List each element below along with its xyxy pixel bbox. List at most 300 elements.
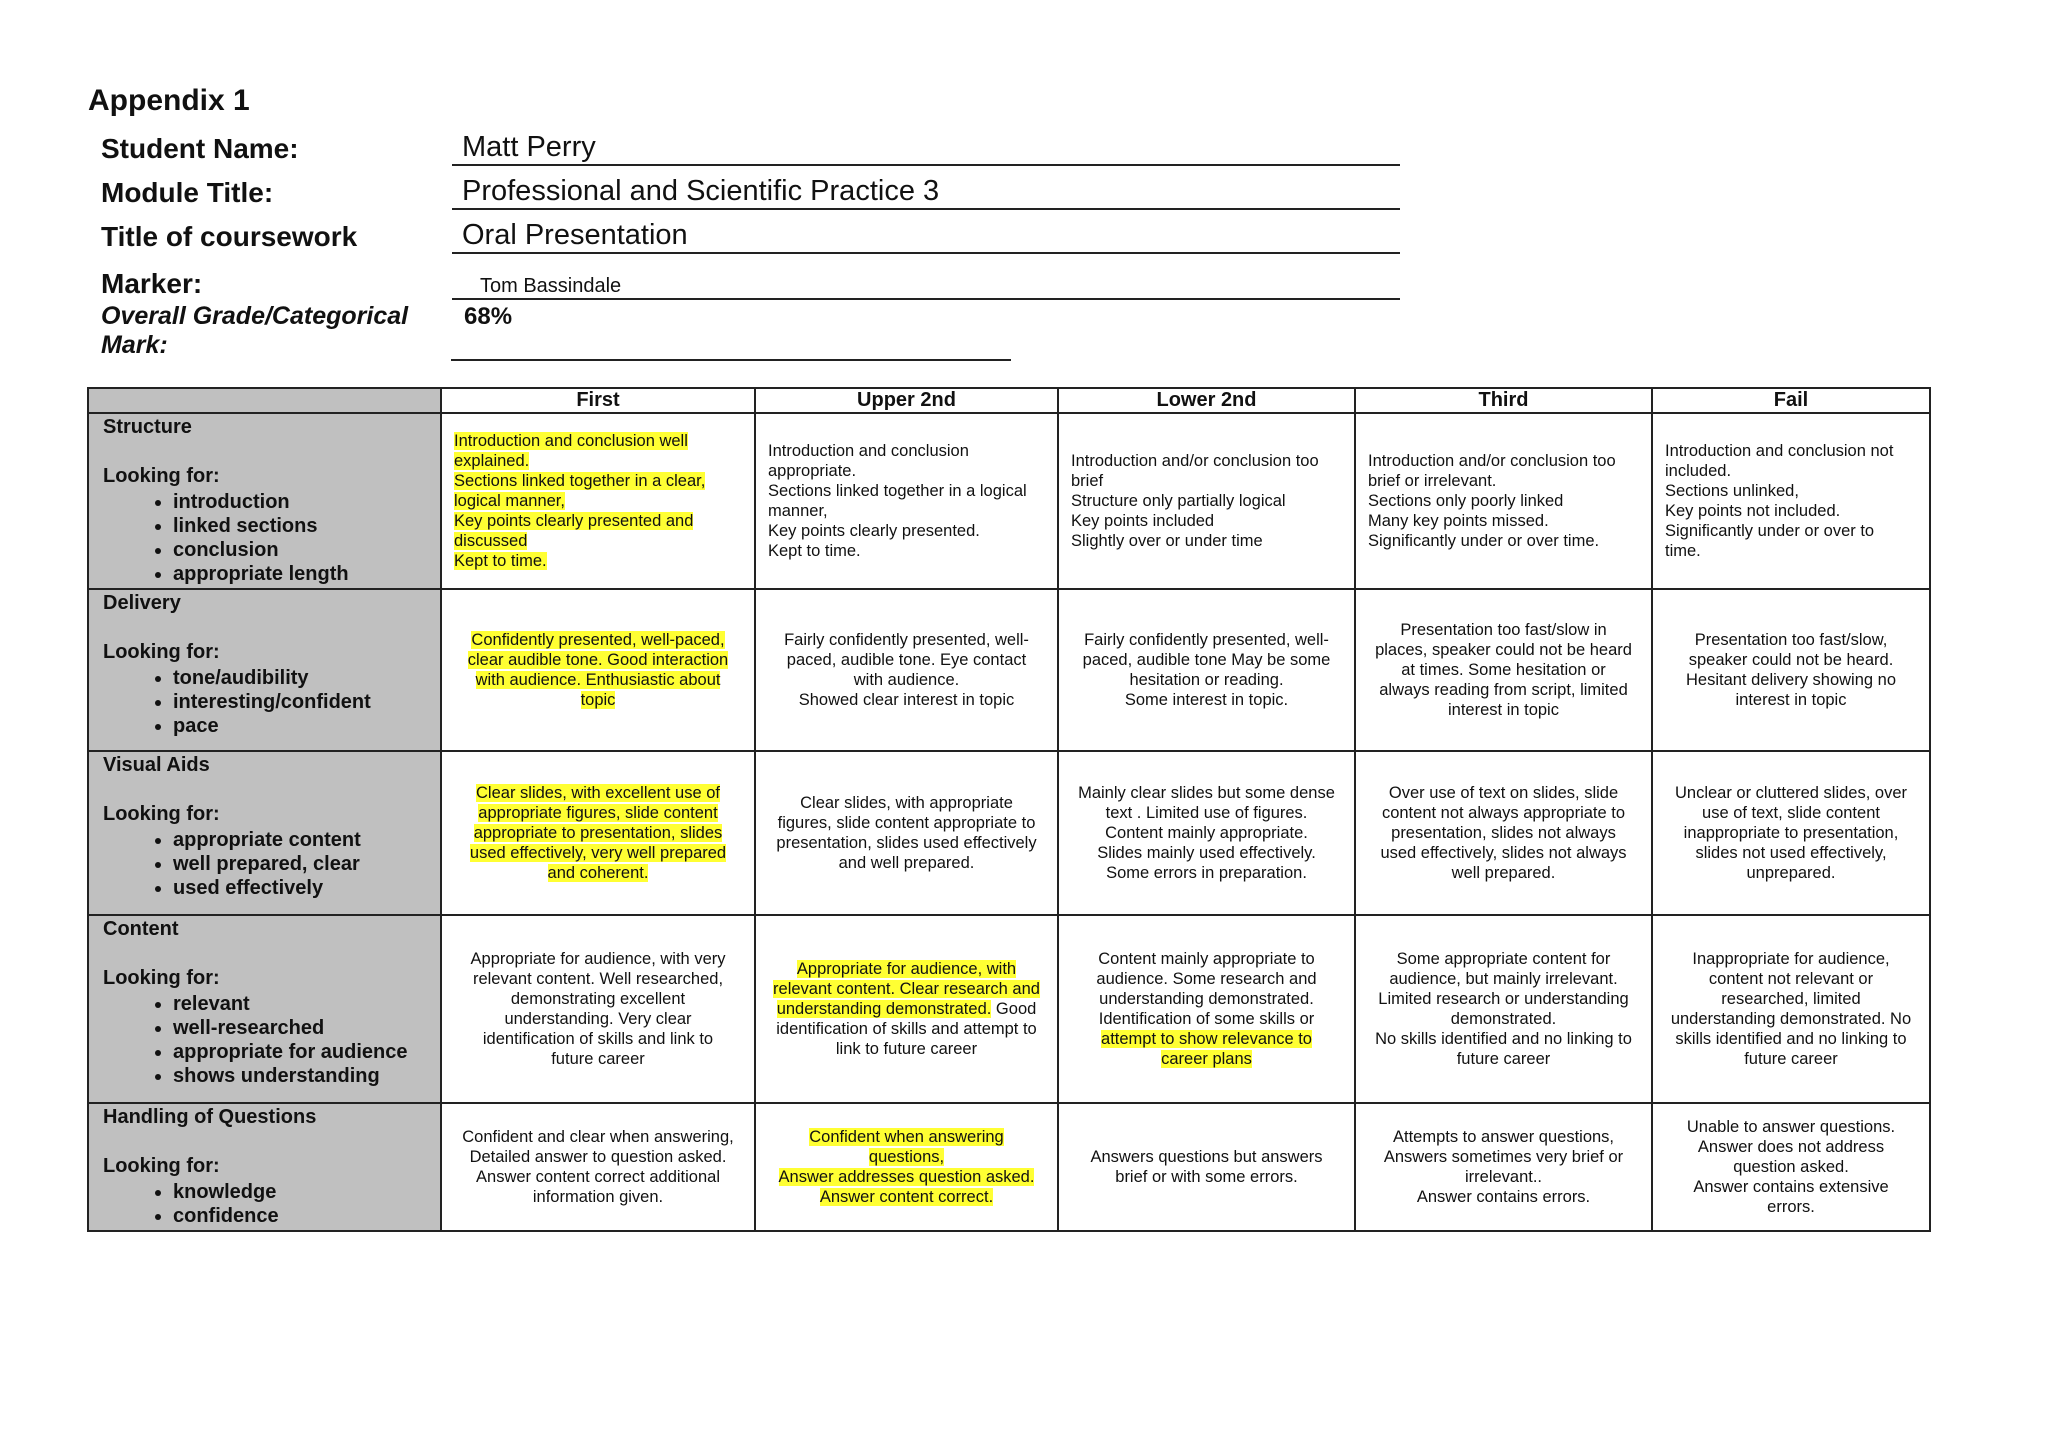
- descriptor-text: Some interest in topic.: [1124, 691, 1289, 709]
- criteria-item: • relevant: [173, 992, 434, 1016]
- highlighted-text: relevant content. Clear research and: [773, 980, 1040, 998]
- descriptor-line: [454, 1009, 742, 1029]
- rubric-row-content: [88, 915, 1930, 1103]
- descriptor-line: [454, 1029, 742, 1049]
- descriptor-line: [1071, 803, 1342, 823]
- descriptor-text: speaker could not be heard.: [1688, 651, 1894, 669]
- grade-descriptor-lower-2nd: [1058, 751, 1355, 915]
- descriptor-text: Slides mainly used effectively.: [1097, 844, 1316, 862]
- descriptor-text: time.: [1665, 542, 1701, 560]
- looking-for-label: Looking for:: [103, 465, 220, 487]
- descriptor-text: No skills identified and no linking to: [1375, 1030, 1632, 1048]
- marking-rubric-table: [87, 387, 1931, 1232]
- highlighted-text: attempt to show relevance to: [1101, 1030, 1312, 1048]
- descriptor-text: Fairly confidently presented, well-: [1084, 631, 1329, 649]
- rubric-row-structure: [88, 413, 1930, 589]
- highlighted-text: used effectively, very well prepared: [469, 844, 727, 862]
- descriptor-text: Appropriate for audience, with very: [470, 950, 726, 968]
- highlighted-text: Kept to time.: [454, 552, 547, 570]
- descriptor-line: [454, 531, 742, 551]
- descriptor-line: [768, 521, 1045, 541]
- descriptor-text: Content mainly appropriate to: [1098, 950, 1315, 968]
- descriptor-text: included.: [1665, 462, 1732, 480]
- criteria-item: • appropriate length: [173, 562, 434, 586]
- descriptor-text: understanding demonstrated. No: [1670, 1010, 1912, 1028]
- grade-descriptor-fail: [1652, 589, 1930, 751]
- descriptor-line: [1071, 843, 1342, 863]
- criteria-item: • conclusion: [173, 538, 434, 562]
- descriptor-line: [768, 441, 1045, 461]
- grade-descriptor-third: [1355, 413, 1652, 589]
- criteria-list: [103, 666, 434, 738]
- criteria-item: • well-researched: [173, 1016, 434, 1040]
- descriptor-text: presentation, slides used effectively: [776, 834, 1037, 852]
- descriptor-text: appropriate.: [768, 462, 857, 480]
- criterion-cell: [88, 1103, 441, 1231]
- descriptor-text: Mainly clear slides but some dense: [1078, 784, 1335, 802]
- descriptor-text: content not relevant or: [1708, 970, 1874, 988]
- descriptor-text: Answer does not address: [1697, 1138, 1885, 1156]
- descriptor-text: Clear slides, with appropriate: [800, 794, 1013, 812]
- descriptor-line: [454, 551, 742, 571]
- descriptor-line: [454, 823, 742, 843]
- descriptor-line: [454, 1147, 742, 1167]
- descriptor-line: [1368, 700, 1639, 720]
- descriptor-line: [454, 690, 742, 710]
- descriptor-line: [1665, 843, 1917, 863]
- descriptor-text: Detailed answer to question asked.: [469, 1148, 727, 1166]
- descriptor-text: relevant content. Well researched,: [472, 970, 724, 988]
- descriptor-line: [1071, 989, 1342, 1009]
- descriptor-line: [1368, 451, 1639, 471]
- descriptor-text: Limited research or understanding: [1378, 990, 1629, 1008]
- descriptor-line: [1368, 803, 1639, 823]
- descriptor-line: [1368, 1167, 1639, 1187]
- descriptor-line: [768, 461, 1045, 481]
- highlighted-text: Sections linked together in a clear,: [454, 472, 706, 490]
- grade-descriptor-lower-2nd: [1058, 915, 1355, 1103]
- descriptor-line: [1071, 969, 1342, 989]
- descriptor-line: [768, 650, 1045, 670]
- descriptor-line: [454, 989, 742, 1009]
- descriptor-line: [1071, 630, 1342, 650]
- descriptor-line: [1665, 969, 1917, 989]
- descriptor-line: [768, 1127, 1045, 1147]
- descriptor-text: question asked.: [1733, 1158, 1849, 1176]
- descriptor-line: [1368, 640, 1639, 660]
- rubric-header-row: [88, 388, 1930, 413]
- descriptor-text: Key points clearly presented.: [768, 522, 980, 540]
- criteria-item: • appropriate for audience: [173, 1040, 434, 1064]
- grade-descriptor-upper-2nd: [755, 915, 1058, 1103]
- descriptor-text: Introduction and/or conclusion too: [1368, 452, 1616, 470]
- descriptor-text: paced, audible tone May be some: [1082, 651, 1331, 669]
- grade-value: 68%: [464, 303, 513, 330]
- descriptor-line: [1368, 1049, 1639, 1069]
- highlighted-text: with audience. Enthusiastic about: [475, 671, 721, 689]
- grade-descriptor-upper-2nd: [755, 1103, 1058, 1231]
- descriptor-line: [1665, 690, 1917, 710]
- descriptor-line: [1071, 511, 1342, 531]
- descriptor-text: places, speaker could not be heard: [1375, 641, 1632, 659]
- descriptor-text: unprepared.: [1746, 864, 1836, 882]
- descriptor-text: Presentation too fast/slow in: [1400, 621, 1607, 639]
- descriptor-line: [454, 783, 742, 803]
- descriptor-text: Many key points missed.: [1368, 512, 1549, 530]
- highlighted-text: Confident when answering: [809, 1128, 1004, 1146]
- criteria-item: • introduction: [173, 490, 434, 514]
- descriptor-line: [768, 833, 1045, 853]
- descriptor-line: [768, 979, 1045, 999]
- descriptor-line: [454, 1167, 742, 1187]
- descriptor-line: [1665, 1049, 1917, 1069]
- rubric-header-blank: [88, 388, 441, 413]
- criteria-item: • tone/audibility: [173, 666, 434, 690]
- criterion-cell: [88, 413, 441, 589]
- descriptor-line: [454, 1127, 742, 1147]
- descriptor-text: Answer contains errors.: [1416, 1188, 1591, 1206]
- marker-value: Tom Bassindale: [452, 275, 1400, 300]
- descriptor-line: [454, 451, 742, 471]
- descriptor-text: Answers questions but answers: [1090, 1148, 1323, 1166]
- descriptor-text: future career: [1744, 1050, 1838, 1068]
- descriptor-text: identification of skills and link to: [482, 1030, 714, 1048]
- descriptor-text: Some appropriate content for: [1396, 950, 1611, 968]
- descriptor-line: [1665, 863, 1917, 883]
- grade-descriptor-upper-2nd: [755, 751, 1058, 915]
- descriptor-line: [1665, 1197, 1917, 1217]
- descriptor-text: and well prepared.: [838, 854, 975, 872]
- criterion-cell: [88, 589, 441, 751]
- descriptor-text: future career: [1456, 1050, 1551, 1068]
- coursework-title-value: Oral Presentation: [452, 219, 1400, 254]
- descriptor-text: Presentation too fast/slow,: [1694, 631, 1888, 649]
- descriptor-line: [768, 813, 1045, 833]
- descriptor-text: Introduction and conclusion: [768, 442, 969, 460]
- descriptor-line: [1665, 670, 1917, 690]
- descriptor-line: [1071, 670, 1342, 690]
- descriptor-line: [768, 541, 1045, 561]
- descriptor-line: [454, 803, 742, 823]
- descriptor-line: [1071, 451, 1342, 471]
- descriptor-text: manner,: [768, 502, 828, 520]
- student-name-value: Matt Perry: [452, 131, 1400, 166]
- descriptor-text: skills identified and no linking to: [1675, 1030, 1907, 1048]
- descriptor-line: [1665, 1029, 1917, 1049]
- descriptor-text: researched, limited: [1721, 990, 1861, 1008]
- grade-descriptor-first: [441, 1103, 755, 1231]
- descriptor-line: [1368, 1187, 1639, 1207]
- descriptor-text: demonstrating excellent: [510, 990, 686, 1008]
- descriptor-line: [1665, 1157, 1917, 1177]
- descriptor-line: [1071, 531, 1342, 551]
- module-title-value: Professional and Scientific Practice 3: [452, 175, 1400, 210]
- descriptor-text: with audience.: [853, 671, 960, 689]
- descriptor-text: information given.: [532, 1188, 664, 1206]
- descriptor-text: Introduction and conclusion not: [1665, 442, 1894, 460]
- looking-for-label: Looking for:: [103, 641, 220, 663]
- criteria-item: • interesting/confident: [173, 690, 434, 714]
- descriptor-text: Unable to answer questions.: [1686, 1118, 1896, 1136]
- descriptor-text: identification of skills and attempt to: [776, 1020, 1037, 1038]
- grade-descriptor-fail: [1652, 1103, 1930, 1231]
- grade-descriptor-first: [441, 751, 755, 915]
- descriptor-line: [454, 1049, 742, 1069]
- descriptor-line: [454, 630, 742, 650]
- descriptor-line: [1071, 949, 1342, 969]
- descriptor-text: Key points included: [1071, 512, 1215, 530]
- highlighted-text: appropriate figures, slide content: [478, 804, 718, 822]
- highlighted-text: Confidently presented, well-paced,: [471, 631, 725, 649]
- descriptor-line: [1368, 660, 1639, 680]
- descriptor-line: [1665, 650, 1917, 670]
- highlighted-text: discussed: [454, 532, 528, 550]
- descriptor-line: [1665, 441, 1917, 461]
- column-header-lower-2nd: Lower 2nd: [1058, 388, 1355, 413]
- descriptor-line: [1071, 1029, 1342, 1049]
- descriptor-line: [1665, 1137, 1917, 1157]
- grade-descriptor-lower-2nd: [1058, 589, 1355, 751]
- descriptor-line: [1368, 969, 1639, 989]
- criterion-title: Content: [103, 918, 179, 940]
- descriptor-line: [1071, 783, 1342, 803]
- module-title-label: Module Title:: [101, 177, 274, 208]
- descriptor-line: [1368, 680, 1639, 700]
- criterion-title: Delivery: [103, 592, 181, 614]
- descriptor-line: [454, 843, 742, 863]
- descriptor-line: [1665, 1009, 1917, 1029]
- descriptor-line: [454, 650, 742, 670]
- criterion-cell: [88, 915, 441, 1103]
- descriptor-text: used effectively, slides not always: [1380, 844, 1627, 862]
- grade-descriptor-upper-2nd: [755, 413, 1058, 589]
- descriptor-line: [454, 491, 742, 511]
- criterion-title: Visual Aids: [103, 754, 210, 776]
- criteria-item: • shows understanding: [173, 1064, 434, 1088]
- descriptor-line: [1368, 471, 1639, 491]
- criteria-list: [103, 828, 434, 900]
- descriptor-text: Content mainly appropriate.: [1105, 824, 1308, 842]
- descriptor-line: [1665, 949, 1917, 969]
- descriptor-text: slides not used effectively,: [1695, 844, 1887, 862]
- descriptor-line: [768, 690, 1045, 710]
- descriptor-text: brief or with some errors.: [1115, 1168, 1298, 1186]
- descriptor-line: [1368, 843, 1639, 863]
- descriptor-text: interest in topic: [1735, 691, 1847, 709]
- looking-for-label: Looking for:: [103, 803, 220, 825]
- grade-descriptor-fail: [1652, 751, 1930, 915]
- descriptor-line: [768, 793, 1045, 813]
- descriptor-line: [1368, 1127, 1639, 1147]
- descriptor-line: [1665, 1117, 1917, 1137]
- descriptor-text: link to future career: [835, 1040, 978, 1058]
- descriptor-line: [1071, 471, 1342, 491]
- grade-descriptor-third: [1355, 751, 1652, 915]
- highlighted-text: Key points clearly presented and: [454, 512, 694, 530]
- descriptor-line: [1071, 1167, 1342, 1187]
- descriptor-line: [768, 630, 1045, 650]
- descriptor-text: Slightly over or under time: [1071, 532, 1263, 550]
- column-header-upper-2nd: Upper 2nd: [755, 388, 1058, 413]
- descriptor-line: [1071, 1147, 1342, 1167]
- descriptor-line: [1665, 541, 1917, 561]
- column-header-first: First: [441, 388, 755, 413]
- descriptor-text: at times. Some hesitation or: [1401, 661, 1606, 679]
- descriptor-line: [1368, 1029, 1639, 1049]
- criteria-list: [103, 1180, 434, 1228]
- descriptor-text: presentation, slides not always: [1391, 824, 1616, 842]
- criterion-title: Handling of Questions: [103, 1106, 317, 1128]
- highlighted-text: Answer content correct.: [819, 1188, 994, 1206]
- descriptor-line: [1368, 620, 1639, 640]
- descriptor-text: errors.: [1767, 1198, 1815, 1216]
- descriptor-line: [768, 1167, 1045, 1187]
- descriptor-line: [1665, 481, 1917, 501]
- criteria-item: • well prepared, clear: [173, 852, 434, 876]
- highlighted-text: understanding demonstrated.: [776, 1000, 992, 1018]
- descriptor-text: Fairly confidently presented, well-: [784, 631, 1029, 649]
- descriptor-line: [454, 511, 742, 531]
- grade-descriptor-fail: [1652, 915, 1930, 1103]
- descriptor-text: interest in topic: [1448, 701, 1559, 719]
- descriptor-line: [768, 959, 1045, 979]
- coursework-title-label: Title of coursework: [101, 221, 358, 252]
- descriptor-line: [1368, 511, 1639, 531]
- descriptor-text: text . Limited use of figures.: [1105, 804, 1308, 822]
- descriptor-text: Significantly under or over time.: [1368, 532, 1600, 550]
- descriptor-line: [1665, 823, 1917, 843]
- descriptor-line: [454, 431, 742, 451]
- descriptor-text: Attempts to answer questions,: [1392, 1128, 1615, 1146]
- highlighted-text: clear audible tone. Good interaction: [467, 651, 729, 669]
- descriptor-text: Key points not included.: [1665, 502, 1841, 520]
- descriptor-text: Good: [991, 1000, 1037, 1018]
- descriptor-text: always reading from script, limited: [1379, 681, 1628, 699]
- descriptor-line: [454, 863, 742, 883]
- descriptor-text: figures, slide content appropriate to: [777, 814, 1036, 832]
- descriptor-line: [1071, 1049, 1342, 1069]
- criteria-item: • knowledge: [173, 1180, 434, 1204]
- descriptor-text: audience, but mainly irrelevant.: [1389, 970, 1618, 988]
- descriptor-line: [1368, 531, 1639, 551]
- descriptor-line: [1368, 783, 1639, 803]
- highlighted-text: Answer addresses question asked.: [778, 1168, 1035, 1186]
- descriptor-text: brief or irrelevant.: [1368, 472, 1497, 490]
- descriptor-line: [1368, 491, 1639, 511]
- descriptor-text: Kept to time.: [768, 542, 861, 560]
- descriptor-line: [1368, 1147, 1639, 1167]
- descriptor-text: brief: [1071, 472, 1104, 490]
- descriptor-line: [1071, 650, 1342, 670]
- descriptor-line: [1665, 989, 1917, 1009]
- criteria-list: [103, 992, 434, 1088]
- descriptor-text: Sections only poorly linked: [1368, 492, 1564, 510]
- criteria-item: • used effectively: [173, 876, 434, 900]
- grade-descriptor-third: [1355, 589, 1652, 751]
- criterion-title: Structure: [103, 416, 192, 438]
- criteria-list: [103, 490, 434, 586]
- descriptor-text: hesitation or reading.: [1129, 671, 1284, 689]
- student-name-label: Student Name:: [101, 133, 299, 164]
- descriptor-text: Significantly under or over to: [1665, 522, 1875, 540]
- descriptor-line: [1368, 823, 1639, 843]
- descriptor-line: [768, 1147, 1045, 1167]
- grade-descriptor-third: [1355, 1103, 1652, 1231]
- descriptor-line: [454, 670, 742, 690]
- grade-descriptor-upper-2nd: [755, 589, 1058, 751]
- descriptor-text: Some errors in preparation.: [1106, 864, 1307, 882]
- descriptor-line: [768, 1039, 1045, 1059]
- descriptor-text: demonstrated.: [1450, 1010, 1557, 1028]
- looking-for-label: Looking for:: [103, 967, 220, 989]
- rubric-row-delivery: [88, 589, 1930, 751]
- highlighted-text: and coherent.: [547, 864, 649, 882]
- criteria-item: • appropriate content: [173, 828, 434, 852]
- looking-for-label: Looking for:: [103, 1155, 220, 1177]
- descriptor-text: Sections linked together in a logical: [768, 482, 1027, 500]
- descriptor-line: [768, 501, 1045, 521]
- grade-descriptor-fail: [1652, 413, 1930, 589]
- descriptor-line: [454, 1187, 742, 1207]
- descriptor-text: audience. Some research and: [1096, 970, 1317, 988]
- descriptor-line: [768, 670, 1045, 690]
- descriptor-text: Showed clear interest in topic: [798, 691, 1015, 709]
- descriptor-line: [1665, 803, 1917, 823]
- descriptor-text: Unclear or cluttered slides, over: [1674, 784, 1907, 802]
- descriptor-line: [454, 949, 742, 969]
- column-header-third: Third: [1355, 388, 1652, 413]
- descriptor-text: paced, audible tone. Eye contact: [786, 651, 1027, 669]
- marker-label: Marker:: [101, 268, 203, 299]
- descriptor-line: [768, 853, 1045, 873]
- grade-descriptor-first: [441, 589, 755, 751]
- descriptor-text: irrelevant..: [1464, 1168, 1543, 1186]
- descriptor-text: Structure only partially logical: [1071, 492, 1286, 510]
- grade-descriptor-first: [441, 413, 755, 589]
- descriptor-line: [1368, 989, 1639, 1009]
- descriptor-line: [1665, 461, 1917, 481]
- grade-descriptor-lower-2nd: [1058, 413, 1355, 589]
- descriptor-line: [768, 481, 1045, 501]
- rubric-row-handling-of-questions: [88, 1103, 1930, 1231]
- descriptor-line: [1665, 783, 1917, 803]
- highlighted-text: career plans: [1161, 1050, 1252, 1068]
- descriptor-text: understanding. Very clear: [504, 1010, 692, 1028]
- criteria-item: • linked sections: [173, 514, 434, 538]
- highlighted-text: explained.: [454, 452, 530, 470]
- criterion-cell: [88, 751, 441, 915]
- criteria-item: • confidence: [173, 1204, 434, 1228]
- descriptor-text: use of text, slide content: [1702, 804, 1880, 822]
- descriptor-text: Hesitant delivery showing no: [1685, 671, 1897, 689]
- descriptor-line: [1665, 1177, 1917, 1197]
- descriptor-text: Confident and clear when answering,: [462, 1128, 734, 1146]
- grade-underline: [451, 359, 1011, 361]
- highlighted-text: Introduction and conclusion well: [454, 432, 688, 450]
- descriptor-line: [1071, 823, 1342, 843]
- grade-label: Overall Grade/Categorical Mark:: [101, 302, 409, 359]
- descriptor-line: [454, 471, 742, 491]
- highlighted-text: appropriate to presentation, slides: [473, 824, 723, 842]
- descriptor-line: [1665, 630, 1917, 650]
- descriptor-text: Answer content correct additional: [476, 1168, 720, 1186]
- grade-descriptor-lower-2nd: [1058, 1103, 1355, 1231]
- descriptor-text: inappropriate to presentation,: [1683, 824, 1899, 842]
- descriptor-text: Answer contains extensive: [1693, 1178, 1889, 1196]
- descriptor-line: [1368, 863, 1639, 883]
- descriptor-line: [1665, 521, 1917, 541]
- highlighted-text: Appropriate for audience, with: [796, 960, 1017, 978]
